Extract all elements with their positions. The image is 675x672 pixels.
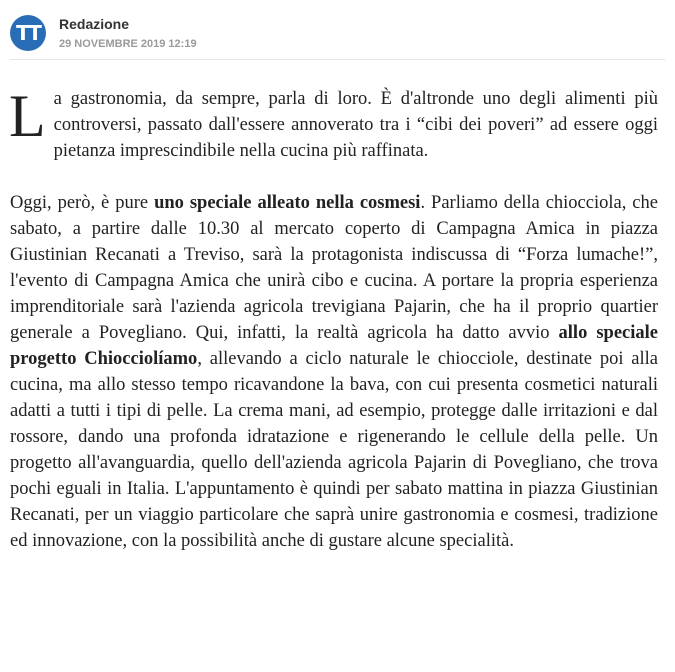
- publish-date: 29 NOVEMBRE 2019 12:19: [59, 38, 197, 50]
- paragraph-text: a gastronomia, da sempre, parla di loro. È d'altronde uno degli alimenti più controversi, passato dall'essere annoverato tra i “cibi dei poveri” ad essere oggi pietanza imprescindibile nella cucina più raffinata.: [53, 89, 658, 161]
- paragraph-text: . Parliamo della chiocciola, che sabato, a partire dalle 10.30 al mercato coperto di Campagna Amica in piazza Giustinian Recanati a Treviso, sarà la protagonista indiscussa di “Forza lumache!”, l'evento di Campagna Amica che unirà cibo e cucina. A portare la propria esperienza imprenditoriale sarà l'azienda agricola trevigiana Pajarin, che ha il proprio quartier generale a Povegliano. Qui, infatti, la realtà agricola ha datto avvio: [10, 193, 658, 343]
- author-header: [10, 13, 665, 60]
- article-paragraph-main: [10, 190, 658, 554]
- paragraph-text: Oggi, però, è pure: [10, 193, 155, 213]
- article-body: [9, 83, 658, 554]
- drop-cap: L: [9, 83, 46, 149]
- article-paragraph-intro: [9, 83, 658, 164]
- highlight-cosmesi: uno speciale alleato nella cosmesi: [154, 193, 421, 213]
- highlight-progetto: allo speciale progetto Chiocciolíamo: [10, 323, 658, 369]
- paragraph-text: , allevando a ciclo naturale le chiocciole, destinate poi alla cucina, ma allo stesso tempo ricavandone la bava, con cui presenta cosmetici naturali adatti a tutti i tipi di pelle. La crema mani, ad esempio, protegge dalle irritazioni e dal rossore, dando una profonda idratazione e rigenerando le cellule della pelle. Un progetto all'avanguardia, quello dell'azienda agricola Pajarin di Povegliano, che trova pochi eguali in Italia. L'appuntamento è quindi per sabato mattina in piazza Giustinian Recanati, per un viaggio particolare che saprà unire gastronomia e cosmesi, tradizione ed innovazione, con la possibilità anche di gustare alcune specialità.: [10, 349, 658, 551]
- author-name[interactable]: Redazione: [59, 16, 130, 32]
- author-avatar[interactable]: TT: [10, 15, 46, 51]
